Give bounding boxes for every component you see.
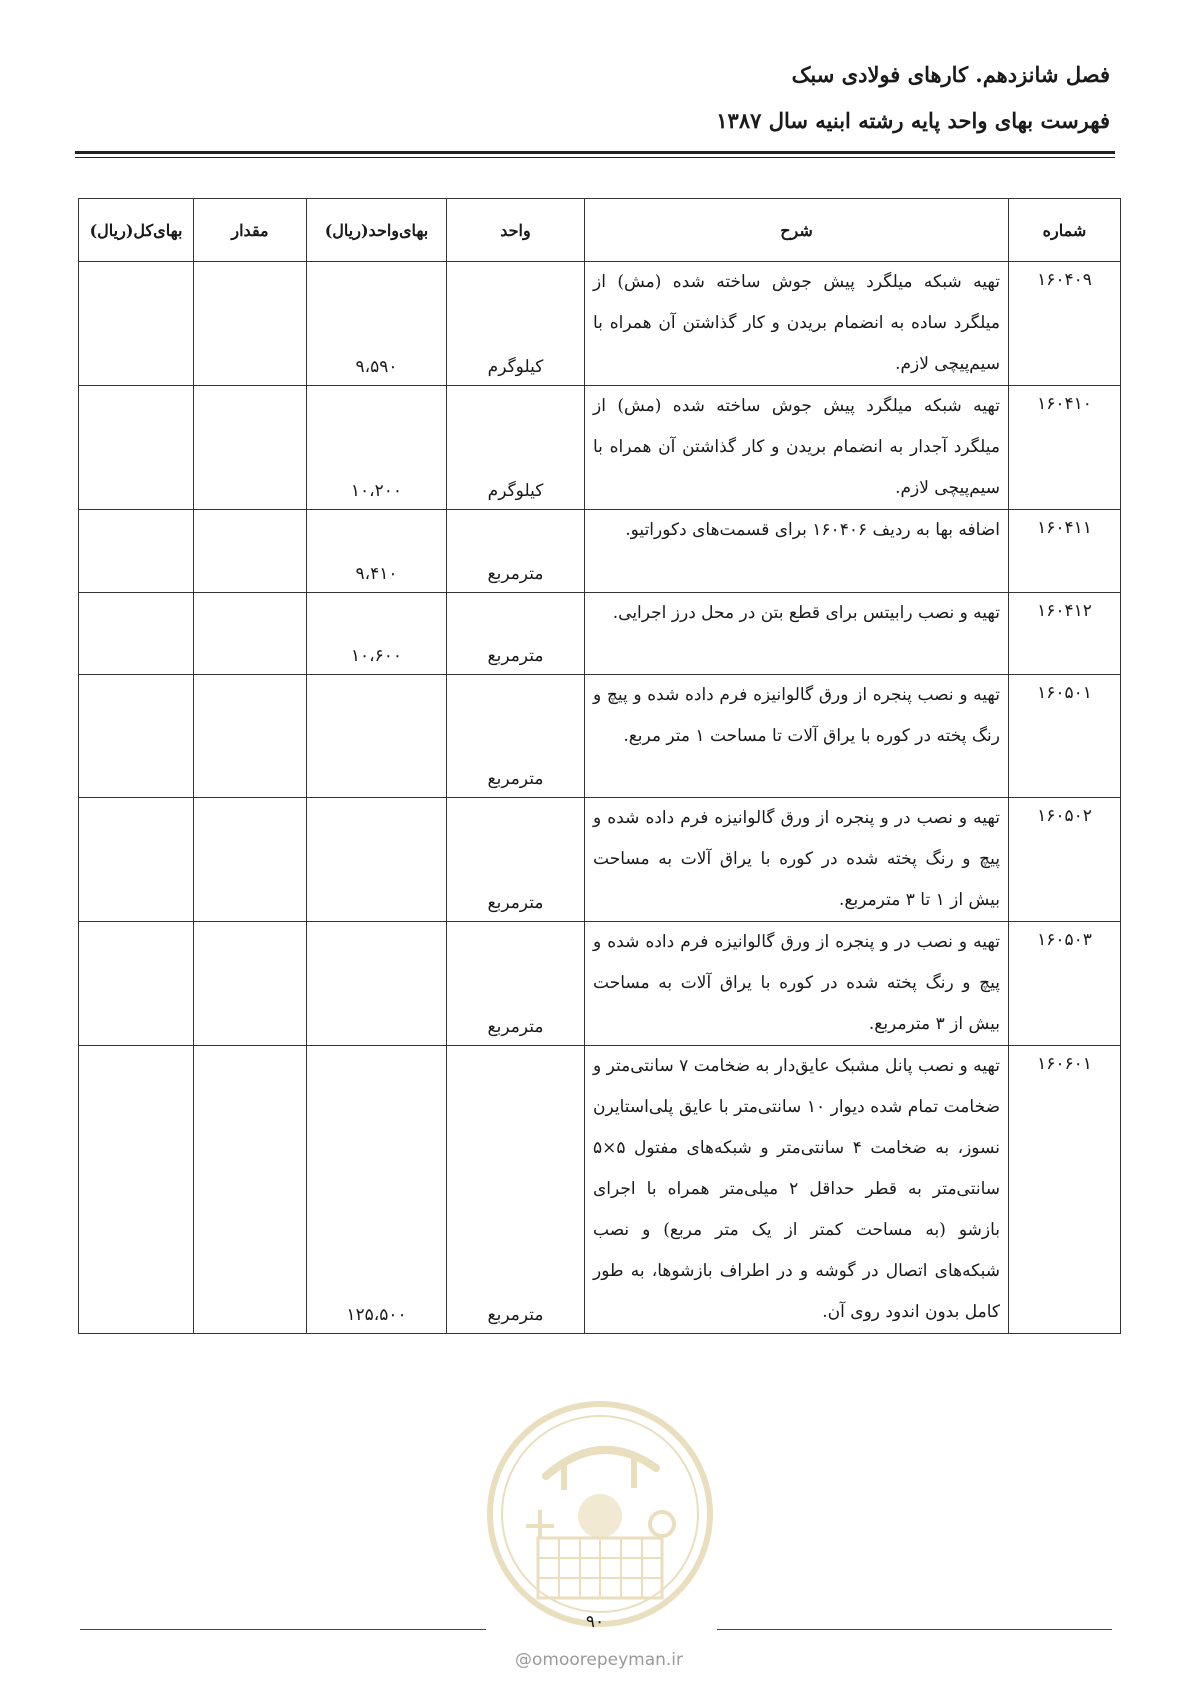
item-total-price [79, 510, 194, 593]
col-header-total-price: بهای‌کل(ریال) [79, 199, 194, 262]
table-row [79, 386, 1121, 510]
item-number: ۱۶۰۵۰۳ [1009, 922, 1121, 1046]
col-header-number: شماره [1009, 199, 1121, 262]
item-quantity [194, 510, 307, 593]
col-header-quantity: مقدار [194, 199, 307, 262]
item-description: تهیه و نصب رابیتس برای قطع بتن در محل درز اجرایی. [585, 593, 1009, 675]
footer-rule-right [717, 1629, 1112, 1630]
item-description: تهیه و نصب پنجره از ورق گالوانیزه فرم داده شده و پیچ و رنگ پخته در کوره با یراق آلات تا مساحت ۱ متر مربع. [585, 675, 1009, 798]
item-total-price [79, 593, 194, 675]
item-unit: کیلوگرم [447, 386, 585, 510]
price-list-title: فهرست بهای واحد پایه رشته ابنیه سال ۱۳۸۷ [716, 108, 1110, 133]
item-number: ۱۶۰۵۰۱ [1009, 675, 1121, 798]
item-description: تهیه و نصب در و پنجره از ورق گالوانیزه فرم داده شده و پیچ و رنگ پخته شده در کوره با یراق آلات به مساحت بیش از ۱ تا ۳ مترمربع. [585, 798, 1009, 922]
item-unit-price [307, 798, 447, 922]
item-unit: مترمربع [447, 510, 585, 593]
table-row [79, 1046, 1121, 1334]
table-row [79, 675, 1121, 798]
item-number: ۱۶۰۴۰۹ [1009, 262, 1121, 386]
table-row [79, 922, 1121, 1046]
item-unit-price [307, 922, 447, 1046]
item-unit: مترمربع [447, 593, 585, 675]
item-total-price [79, 675, 194, 798]
table-header-row [79, 199, 1121, 262]
table-row [79, 593, 1121, 675]
item-quantity [194, 262, 307, 386]
item-unit: مترمربع [447, 1046, 585, 1334]
chapter-title: فصل شانزدهم. کارهای فولادی سبک [791, 62, 1110, 87]
col-header-unit-price: بهای‌واحد(ریال) [307, 199, 447, 262]
item-total-price [79, 922, 194, 1046]
item-quantity [194, 922, 307, 1046]
item-number: ۱۶۰۴۱۱ [1009, 510, 1121, 593]
item-unit: کیلوگرم [447, 262, 585, 386]
item-quantity [194, 675, 307, 798]
item-quantity [194, 386, 307, 510]
price-table [78, 198, 1121, 1334]
item-quantity [194, 798, 307, 922]
item-unit-price: ۱۰،۶۰۰ [307, 593, 447, 675]
item-description: تهیه و نصب در و پنجره از ورق گالوانیزه فرم داده شده و پیچ و رنگ پخته شده در کوره با یراق آلات به مساحت بیش از ۳ مترمربع. [585, 922, 1009, 1046]
item-number: ۱۶۰۴۱۰ [1009, 386, 1121, 510]
item-unit-price: ۱۲۵،۵۰۰ [307, 1046, 447, 1334]
col-header-unit: واحد [447, 199, 585, 262]
table-row [79, 798, 1121, 922]
item-quantity [194, 1046, 307, 1334]
item-quantity [194, 593, 307, 675]
item-unit-price [307, 675, 447, 798]
item-number: ۱۶۰۴۱۲ [1009, 593, 1121, 675]
item-unit: مترمربع [447, 922, 585, 1046]
item-unit-price: ۹،۴۱۰ [307, 510, 447, 593]
item-description: اضافه بها به ردیف ۱۶۰۴۰۶ برای قسمت‌های دکوراتیو. [585, 510, 1009, 593]
page-number: ۹۰ [585, 1612, 605, 1632]
item-number: ۱۶۰۶۰۱ [1009, 1046, 1121, 1334]
table-row [79, 510, 1121, 593]
col-header-description: شرح [585, 199, 1009, 262]
item-total-price [79, 798, 194, 922]
table-row [79, 262, 1121, 386]
item-description: تهیه شبکه میلگرد پیش جوش ساخته شده (مش) از میلگرد آجدار به انضمام بریدن و کار گذاشتن آن همراه با سیم‌پیچی لازم. [585, 386, 1009, 510]
omoore-peyman-stamp-logo [484, 1398, 716, 1630]
item-description: تهیه شبکه میلگرد پیش جوش ساخته شده (مش) از میلگرد ساده به انضمام بریدن و کار گذاشتن آن همراه با سیم‌پیچی لازم. [585, 262, 1009, 386]
header-rule-thick [75, 151, 1115, 154]
item-unit: مترمربع [447, 675, 585, 798]
item-unit-price: ۹،۵۹۰ [307, 262, 447, 386]
item-total-price [79, 1046, 194, 1334]
website-watermark: @omoorepeyman.ir [514, 1650, 684, 1670]
item-number: ۱۶۰۵۰۲ [1009, 798, 1121, 922]
item-total-price [79, 386, 194, 510]
header-rule-thin [75, 157, 1115, 158]
item-unit: مترمربع [447, 798, 585, 922]
footer-rule-left [80, 1629, 486, 1630]
item-unit-price: ۱۰،۲۰۰ [307, 386, 447, 510]
item-description: تهیه و نصب پانل مشبک عایق‌دار به ضخامت ۷ سانتی‌متر و ضخامت تمام شده دیوار ۱۰ سانتی‌متر با عایق پلی‌استایرن نسوز، به ضخامت ۴ سانتی‌متر و شبکه‌های مفتول ۵×۵ سانتی‌متر به قطر حداقل ۲ میلی‌متر همراه با اجرای بازشو (به مساحت کمتر از یک متر مربع) و نصب شبکه‌های اتصال در گوشه و در اطراف بازشوها، به طور کامل بدون اندود روی آن. [585, 1046, 1009, 1334]
item-total-price [79, 262, 194, 386]
